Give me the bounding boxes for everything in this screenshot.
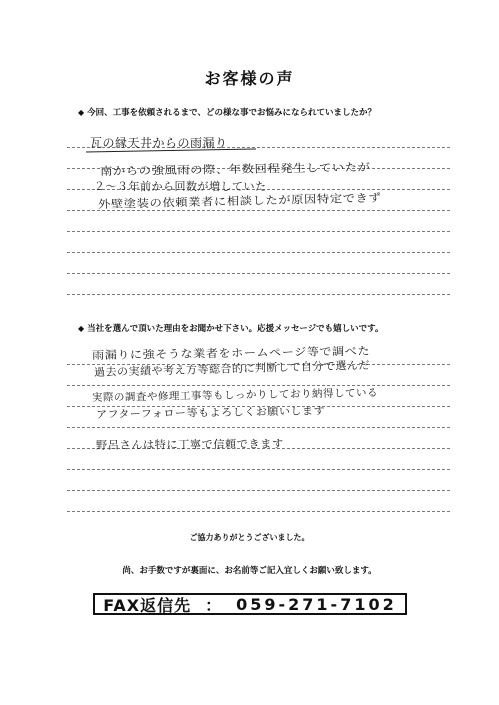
ruled-line xyxy=(67,294,450,295)
fax-number: 059-271-7102 xyxy=(236,594,397,614)
handwritten-answer-1-line-2: 南からの強風雨の際、年数回程発生していたが xyxy=(99,160,371,178)
handwritten-answer-2-line-5: 野呂さんは特に丁寧で信頼できます xyxy=(95,437,284,452)
return-note: 尚、お手数ですが裏面に、お名前等ご記入宜しくお願い致します。 xyxy=(122,566,377,576)
page-title: お客様の声 xyxy=(204,69,295,88)
handwritten-answer-1-line-1: 瓦の縁天井からの雨漏り xyxy=(90,136,228,150)
fax-separator: ： xyxy=(205,595,223,615)
handwritten-answer-2-line-2: 過去の実績や考え方等総合的に判断して自分で選んだ xyxy=(93,358,371,379)
fax-label: FAX返信先 xyxy=(103,595,192,615)
diamond-bullet-icon: ◆ xyxy=(78,324,85,333)
question-2-text: 当社を選んで頂いた理由をお聞かせ下さい。応援メッセージでも嬉しいです。 xyxy=(87,324,384,334)
ruled-line xyxy=(67,385,450,386)
ruled-line xyxy=(67,490,450,491)
handwritten-answer-2-line-4: アフターフォロー等もよろしくお願いします xyxy=(95,405,326,421)
ruled-line xyxy=(67,231,450,232)
thanks-message: ご協力ありがとうございました。 xyxy=(189,533,310,542)
handwritten-answer-1-line-3: ２〜３年前から回数が増していた xyxy=(94,180,267,193)
question-1-text: 今回、工事を依頼されるまで、どの様な事でお悩みになられていましたか？ xyxy=(87,108,376,118)
handwritten-answer-1-line-4: 外壁塗装の依頼業者に相談したが原因特定できず xyxy=(97,191,382,211)
ruled-line xyxy=(67,273,450,274)
fax-return-box xyxy=(93,593,407,615)
handwritten-answer-2-line-1: 雨漏りに強そうな業者をホームページ等で調べた xyxy=(91,344,371,362)
diamond-bullet-icon: ◆ xyxy=(78,108,85,117)
ruled-line xyxy=(67,511,450,512)
handwritten-answer-2-line-3: 実際の調査や修理工事等もしっかりしており納得している xyxy=(91,387,379,404)
question-1 xyxy=(78,106,376,118)
ruled-line xyxy=(67,469,450,470)
ruled-line xyxy=(67,427,450,428)
ruled-line xyxy=(67,252,450,253)
question-2 xyxy=(78,322,383,334)
